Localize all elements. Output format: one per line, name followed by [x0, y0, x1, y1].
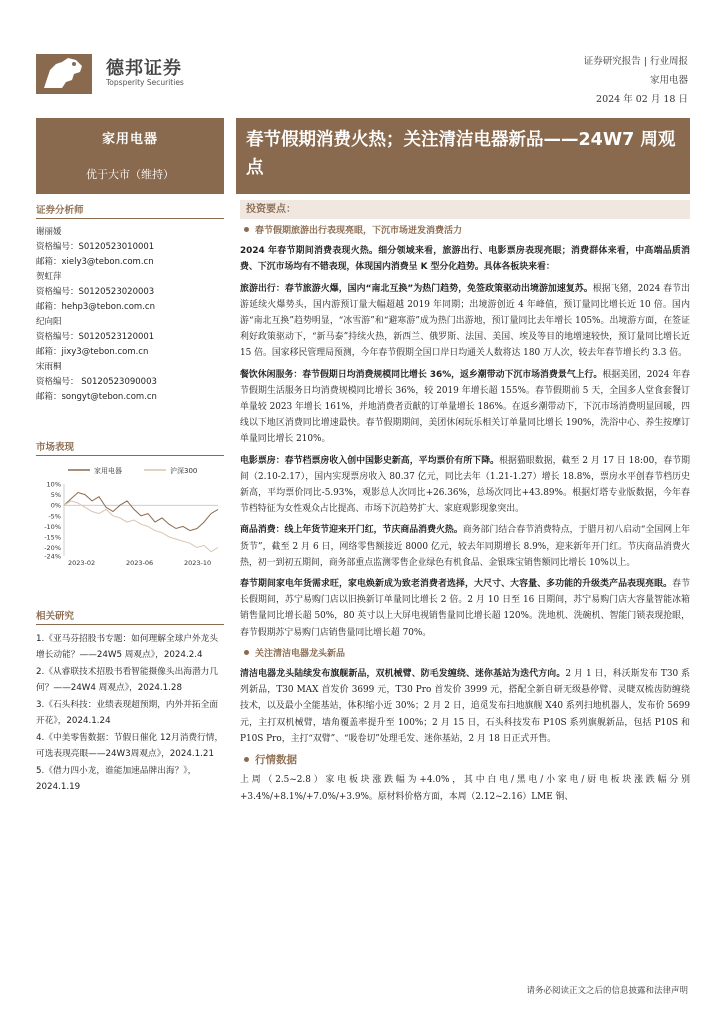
para-box-office: 电影票房：春节档票房收入创中国影史新高，平均票价有所下降。根据猫眼数据，截至 2 月 17 日 18:00，春节期间（2.10-2.17），国内实现票房收入 80.37 亿元，同比去年（1.21-1.27）增长 18.8%，票房水平创春节档历史新高，平均票价同比-5.93%，观影总人次同比+26.36%，总场次同比+43.89%。根据灯塔专业版数据，今年春节档特征为女性观众占比提高、市场下沉趋势扩大、家庭观影现象突出。 — [240, 455, 690, 515]
analyst-cert: 资格编号：S0120523010001 — [36, 242, 155, 252]
analyst-email[interactable]: 邮箱：hehp3@tebon.com.cn — [36, 302, 155, 312]
analyst-name: 谢丽媛 — [36, 227, 62, 237]
sector-rating: 优于大市（维持） — [86, 168, 174, 181]
company-logo — [36, 48, 196, 98]
para-market: 上周（2.5~2.8）家电板块涨跌幅为+4.0%，其中白电/黑电/小家电/厨电板块涨跌幅分别+3.4%/+8.1%/+7.0%/+3.9%。原材料价格方面，本周（2.12~2.16）LME 铜、 — [240, 775, 690, 802]
analyst-cert: 资格编号：S0120523120001 — [36, 332, 155, 342]
sidebar — [36, 118, 224, 796]
analyst-name: 纪向阳 — [36, 317, 62, 327]
bullet-icon — [244, 650, 249, 655]
sector-name: 家用电器 — [101, 132, 158, 147]
related-research-item[interactable]: 5.《借力四小龙，谁能加速品牌出海？》，2024.1.19 — [36, 766, 197, 792]
y-tick-label: -15% — [44, 533, 61, 542]
report-title: 春节假期消费火热；关注清洁电器新品——24W7 周观点 — [246, 130, 676, 178]
series-line-家用电器 — [64, 493, 218, 531]
report-industry: 家用电器 — [649, 75, 688, 86]
y-tick-label: -5% — [48, 512, 61, 521]
topsperity-logo-icon — [36, 48, 96, 96]
bullet-icon — [244, 227, 249, 232]
analyst-email[interactable]: 邮箱：songyt@tebon.com.cn — [36, 392, 157, 402]
main-content — [240, 200, 690, 810]
report-type: 证券研究报告 | 行业周报 — [583, 56, 688, 67]
logo-text-cn: 德邦证券 — [106, 58, 182, 79]
report-title-box — [236, 118, 690, 194]
report-date: 2024 年 02 月 18 日 — [596, 94, 688, 105]
sector-rating-box — [36, 118, 224, 194]
y-tick-label: -24% — [44, 552, 61, 561]
analyst-email[interactable]: 邮箱：jixy3@tebon.com.cn — [36, 347, 149, 357]
analyst-email[interactable]: 邮箱：xiely3@tebon.com.cn — [36, 257, 154, 267]
x-tick-label: 2023-02 — [68, 559, 96, 567]
footer-disclaimer: 请务必阅读正文之后的信息披露和法律声明 — [526, 986, 688, 996]
logo-text-en: Topsperity Securities — [106, 78, 184, 87]
report-meta — [584, 52, 688, 109]
y-tick-label: -10% — [44, 522, 61, 531]
bullet-heading-market: 行情数据 — [240, 752, 690, 768]
related-research-item[interactable]: 3.《石头科技：业绩表现超预期，内外并拓全面开花》，2024.1.24 — [36, 700, 219, 726]
related-research-item[interactable]: 1.《亚马芬招股书专题：如何理解全球户外龙头增长动能？——24W5 周观点》，2024.2.4 — [36, 634, 219, 660]
para-overview: 2024 年春节期间消费表现火热。细分领域来看，旅游出行、电影票房表现亮眼；消费群体来看，中高端品质消费、下沉市场均有不错表现，体现国内消费呈 K 型分化趋势。具体各板块来看： — [240, 246, 690, 273]
analyst-list — [36, 225, 224, 405]
related-research-item[interactable]: 2.《从睿联技术招股书看智能摄像头出海潜力几何？——24W4 周观点》，2024.1.28 — [36, 667, 219, 693]
related-research-title: 相关研究 — [36, 608, 224, 625]
y-tick-label: 10% — [46, 480, 61, 489]
para-appliances: 春节期间家电年货需求旺，家电焕新成为致老消费者选择，大尺寸、大容量、多功能的升级类产品表现亮眼。春节长假期间，苏宁易购门店以旧换新订单量同比增长 2 倍。2 月 10 日至 16 日期间，苏宁易购门店大容量智能冰箱销售量同比增长超 50%，80 英寸以上大屏电视销售量同比增长超 120%。洗地机、洗碗机、智能门锁表现抢眼，春节假期苏宁易购门店销售量同比增长超 70%。 — [240, 579, 691, 638]
series-line-沪深300 — [64, 501, 218, 552]
para-goods: 商品消费：线上年货节迎来开门红，节庆商品消费火热。商务部门结合春节消费特点，于腊月初八启动“全国网上年货节”，截至 2 月 6 日，网络零售额接近 8000 亿元，较去年同期增长 8.9%，迎来新年开门红。节庆商品消费火热，初一到初五期间，商务部重点监测零售企业绿色有机食品、金银珠宝销售额同比增长 10%以上。 — [240, 525, 690, 568]
legend-label: 沪深300 — [170, 467, 198, 475]
y-tick-label: 0% — [50, 501, 61, 510]
y-tick-label: -20% — [44, 544, 61, 553]
market-chart-svg — [36, 462, 224, 572]
x-tick-label: 2023-10 — [184, 559, 212, 567]
analyst-name: 宋雨桐 — [36, 362, 62, 372]
legend-label: 家用电器 — [94, 467, 122, 475]
related-research-item[interactable]: 4.《中美零售数据：节假日催化 12月消费行情，可选表现亮眼——24W3周观点》，2024.1.21 — [36, 733, 224, 759]
bullet-heading-cleaning: 关注清洁电器龙头新品 — [240, 646, 690, 662]
y-tick-label: 5% — [50, 491, 61, 500]
market-performance-chart — [36, 462, 224, 572]
bullet-heading-consumption: 春节假期旅游出行表现亮眼，下沉市场迸发消费活力 — [240, 223, 690, 239]
para-catering: 餐饮休闲服务：春节假期日均消费规模同比增长 36%，返乡潮带动下沉市场消费景气上行。根据美团，2024 年春节假期生活服务日均消费规模同比增长 36%，较 2019 年增长超 155%。春节假期前 5 天，全国多人堂食套餐订单量较 2023 年增长 161%，并地消费者贡献的订单量增长 186%。在返乡潮带动下，下沉市场消费明显回暖，四线以下地区消费同比增速最快。春节假期期间，美团休闲玩乐相关订单量同比增长 190%，洗浴中心、养生按摩订单量同比增长 210%。 — [240, 369, 690, 445]
analyst-cert: 资格编号：S0120523020003 — [36, 287, 155, 297]
analysts-title: 证券分析师 — [36, 202, 224, 219]
bullet-icon — [244, 757, 249, 762]
analyst-cert: 资格编号： S0120523090003 — [36, 377, 157, 387]
related-research-list — [36, 631, 224, 795]
analyst-name: 贺虹萍 — [36, 272, 62, 282]
x-tick-label: 2023-06 — [126, 559, 154, 567]
para-cleaning: 清洁电器龙头陆续发布旗舰新品，双机械臂、防毛发缠绕、迷你基站为迭代方向。2 月 1 日，科沃斯发布 T30 系列新品，T30 MAX 首发价 3699 元，T30 Pro 首发价 3999 元，搭配全新自研无级悬停臂、灵睫双梳齿防缠绕技术，以及最小全能基站，体积缩小近 30%；2 月 2 日，追觅发布扫地旗舰 X40 系列扫地机器人，发布价 5699 元，主打双机械臂，墙角覆盖率提升至 100%；2 月 15 日，石头科技发布 P10S 系列旗舰新品，包括 P10S 和 P10S Pro，主打“双臂”、“吸卷切”处理毛发、迷你基站，2 月 18 日正式开售。 — [240, 669, 690, 744]
market-performance-title: 市场表现 — [36, 439, 224, 456]
para-travel: 旅游出行：春节旅游火爆，国内“南北互换”为热门趋势，免签政策驱动出境游加速复苏。根据飞猪，2024 春节出游延续火爆势头，国内游预订量大幅超越 2019 年同期；出境游创近 4 年峰值，预订量同比增长近 10 倍。国内游“南北互换”趋势明显，“冰雪游”和“避寒游”成为热门出游地，预订量同比去年增长 105%。出境游方面，在签证利好政策驱动下，“新马泰”持续火热，新西兰、俄罗斯、法国、美国、埃及等目的地增速较快，预订量同比增长近 15 倍。国家移民管理局预测，今年春节假期全国口岸日均通关人数将达 180 万人次，较去年春节增长约 3.3 倍。 — [240, 283, 690, 359]
key-points-heading: 投资要点： — [240, 200, 690, 219]
